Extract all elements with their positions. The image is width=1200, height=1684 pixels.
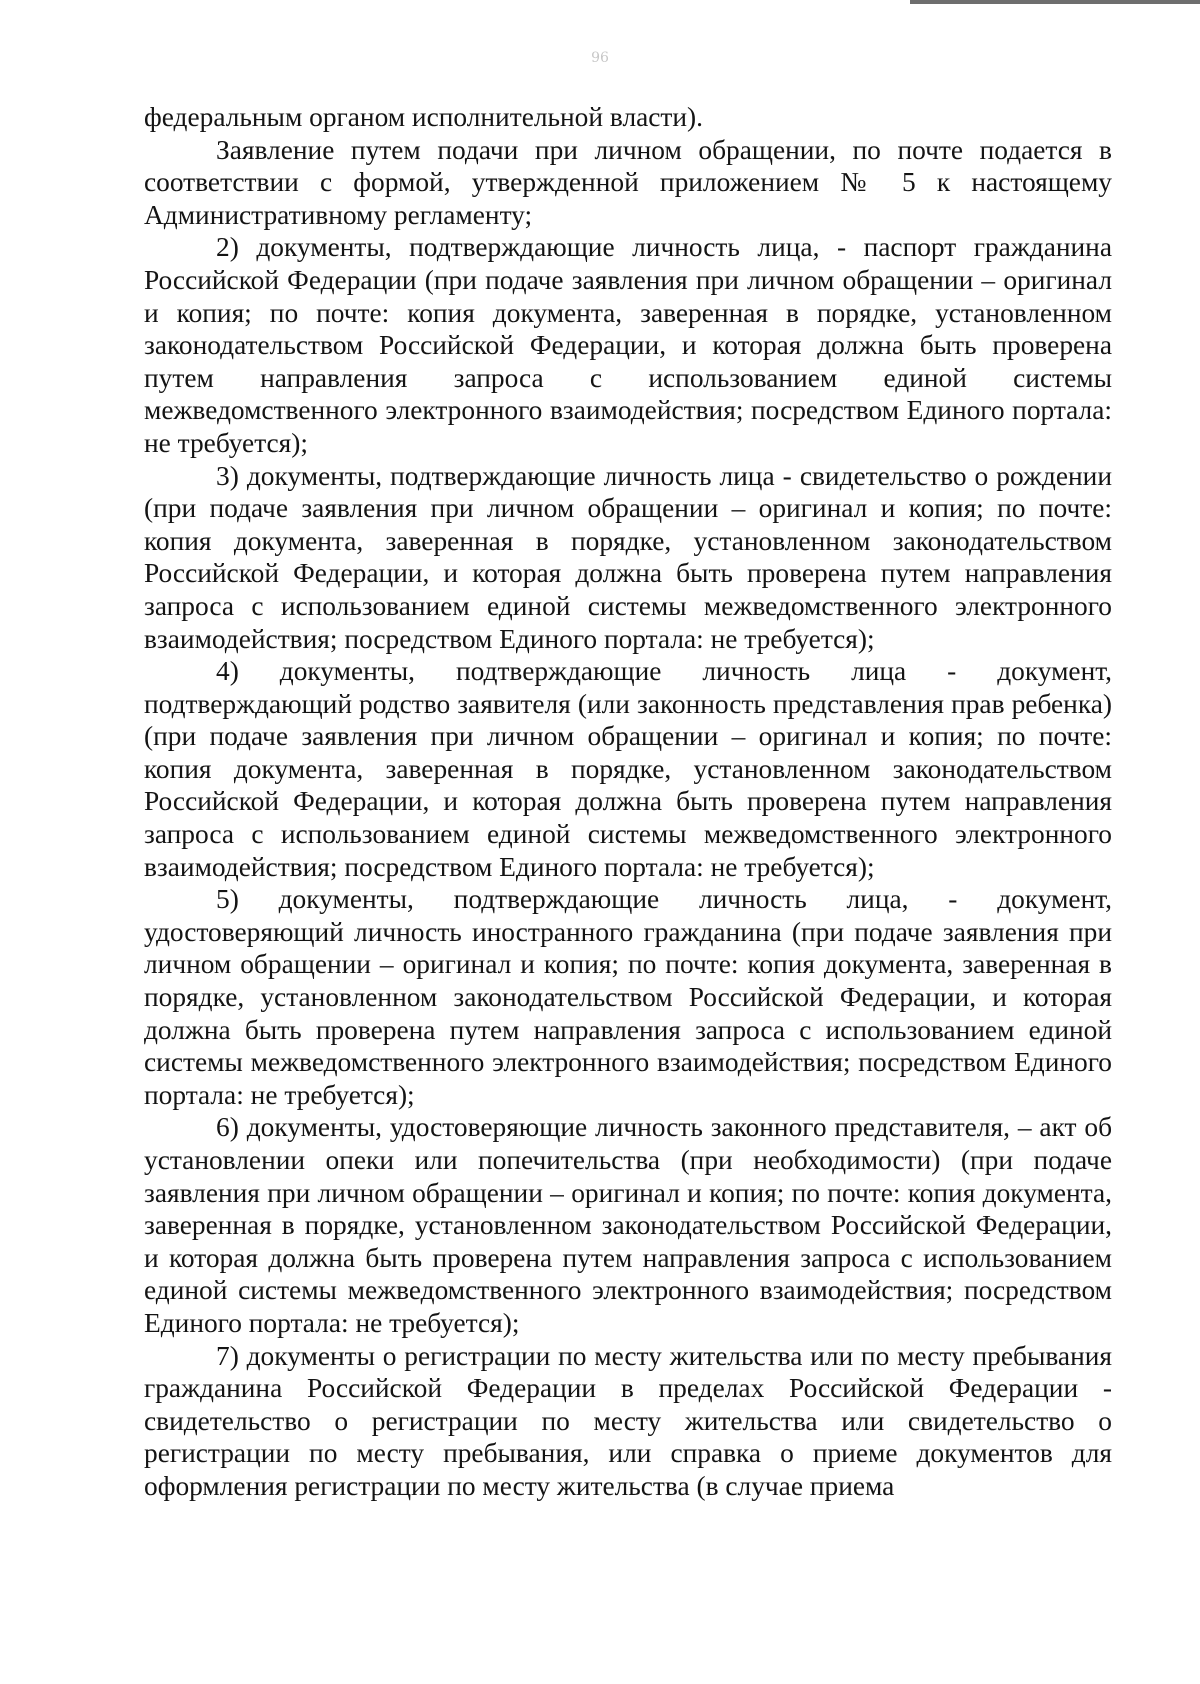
paragraph-item-7: 7) документы о регистрации по месту жительства или по месту пребывания гражданина Российской Федерации в пределах Российской Федерации - свидетельство о регистрации по месту жительства или свидетельство о регистрации по месту пребывания, или справка о приеме документов для оформления регистрации по месту жительства (в случае приема — [144, 1340, 1112, 1501]
paragraph-continuation: федеральным органом исполнительной власти). — [144, 102, 704, 132]
paragraph-application-form: Заявление путем подачи при личном обращении, по почте подается в соответствии с формой, утвержденной приложением № 5 к настоящему Административному регламенту; — [144, 134, 1112, 230]
paragraph-item-2: 2) документы, подтверждающие личность лица, - паспорт гражданина Российской Федерации (при подаче заявления при личном обращении – оригинал и копия; по почте: копия документа, заверенная в порядке, установленном законодательством Российской Федерации, и которая должна быть проверена путем направления запроса с использованием единой системы межведомственного электронного взаимодействия; посредством Единого портала: не требуется); — [144, 232, 1112, 458]
paragraph-item-6: 6) документы, удостоверяющие личность законного представителя, – акт об установлении опеки или попечительства (при необходимости) (при подаче заявления при личном обращении – оригинал и копия; по почте: копия документа, заверенная в порядке, установленном законодательством Российской Федерации, и которая должна быть проверена путем направления запроса с использованием единой системы межведомственного электронного взаимодействия; посредством Единого портала: не требуется); — [144, 1112, 1112, 1338]
scan-edge-line — [910, 0, 1200, 4]
paragraph-item-4: 4) документы, подтверждающие личность лица - документ, подтверждающий родство заявителя (или законность представления прав ребенка) (при подаче заявления при личном обращении – оригинал и копия; по почте: копия документа, заверенная в порядке, установленном законодательством Российской Федерации, и которая должна быть проверена путем направления запроса с использованием единой системы межведомственного электронного взаимодействия; посредством Единого портала: не требуется); — [144, 656, 1112, 882]
page-number: 96 — [591, 50, 609, 66]
document-body — [144, 101, 1112, 1503]
paragraph-item-5: 5) документы, подтверждающие личность лица, - документ, удостоверяющий личность иностранного гражданина (при подаче заявления при личном обращении – оригинал и копия; по почте: копия документа, заверенная в порядке, установленном законодательством Российской Федерации, и которая должна быть проверена путем направления запроса с использованием единой системы межведомственного электронного взаимодействия; посредством Единого портала: не требуется); — [144, 884, 1112, 1110]
paragraph-item-3: 3) документы, подтверждающие личность лица - свидетельство о рождении (при подаче заявления при личном обращении – оригинал и копия; по почте: копия документа, заверенная в порядке, установленном законодательством Российской Федерации, и которая должна быть проверена путем направления запроса с использованием единой системы межведомственного электронного взаимодействия; посредством Единого портала: не требуется); — [144, 460, 1112, 654]
